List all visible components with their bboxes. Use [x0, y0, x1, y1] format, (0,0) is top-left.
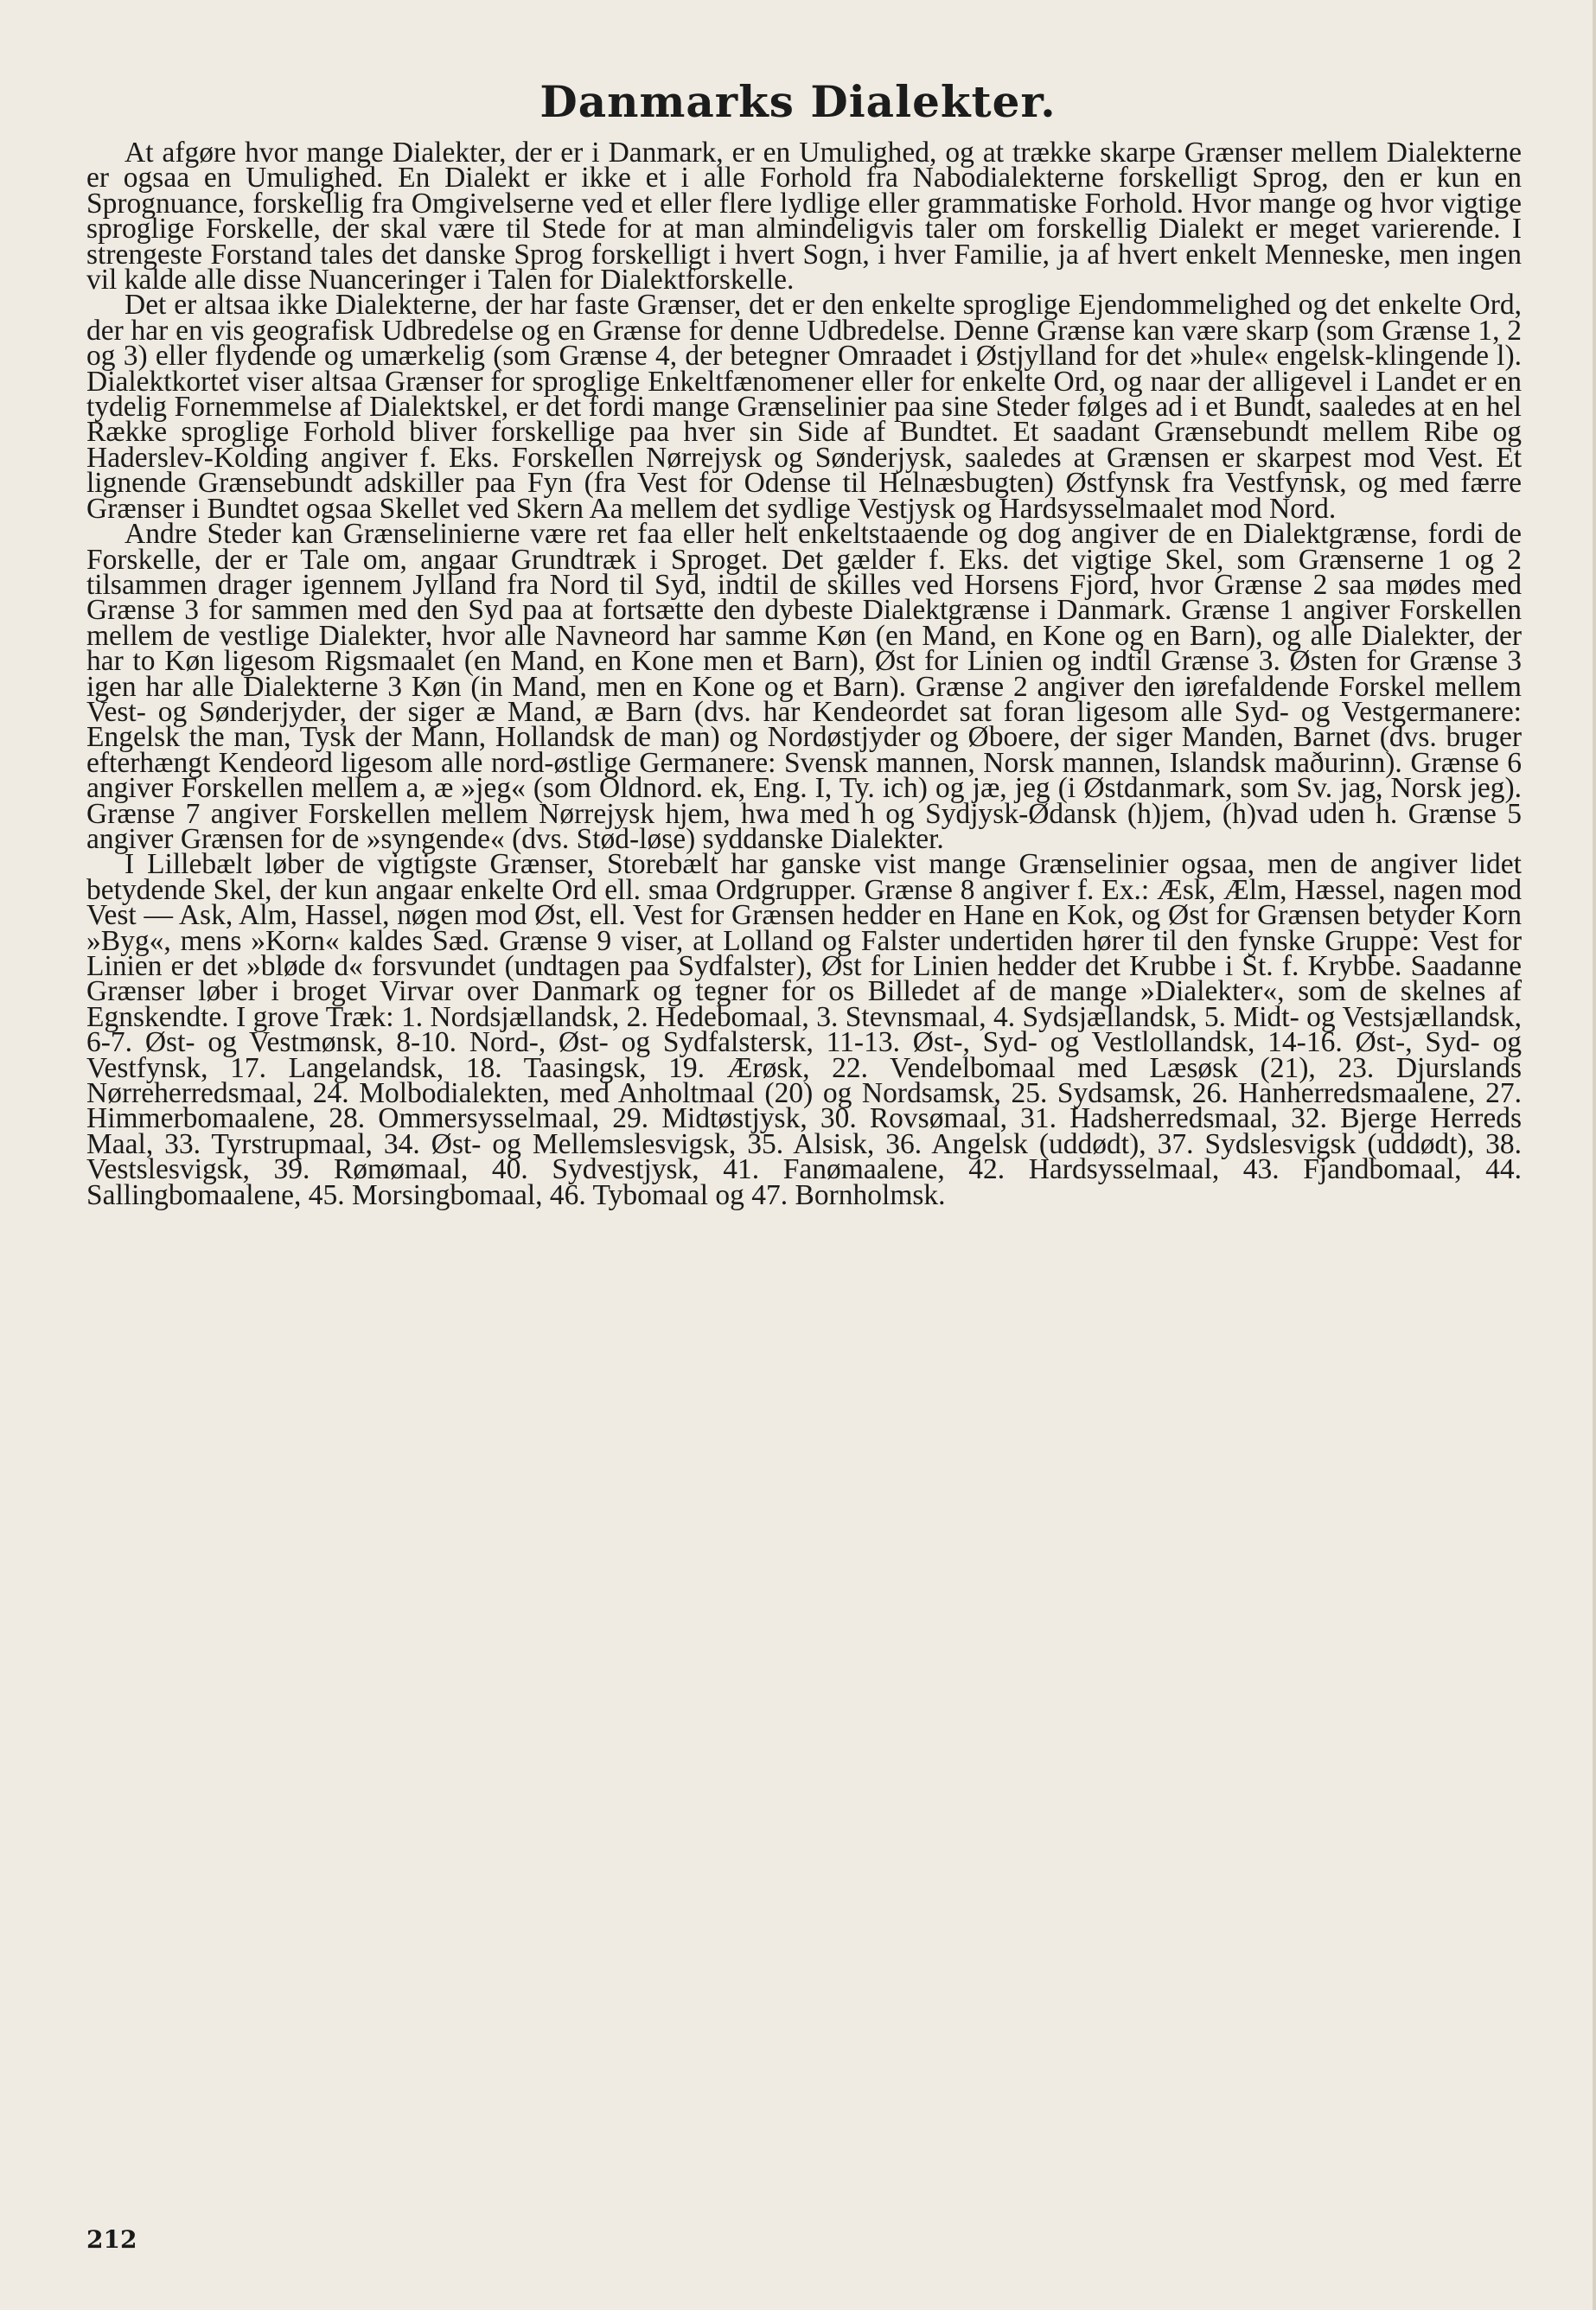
paragraph-2: Det er altsaa ikke Dialekterne, der har faste Grænser, det er den enkelte sproglige Ejendommelighed og det enkelte Ord, der har en vis geografisk Udbredelse og en Grænse for denne Udbredelse. Denne Grænse kan være skarp (som Grænse 1, 2 og 3) eller flydende og umærkelig (som Grænse 4, der betegner Omraadet i Østjylland for det »hule« engelsk-klingende l). Dialektkortet viser altsaa Grænser for sproglige Enkeltfænomener eller for enkelte Ord, og naar der alligevel i Landet er en tydelig Fornemmelse af Dialektskel, er det fordi mange Grænselinier paa sine Steder følges ad i et Bundt, saaledes at en hel Række sproglige Forhold bliver forskellige paa hver sin Side af Bundtet. Et saadant Grænsebundt mellem Ribe og Haderslev-Kolding angiver f. Eks. Forskellen Nørrejysk og Sønderjysk, saaledes at Grænsen er skarpest mod Vest. Et lignende Grænsebundt adskiller paa Fyn (fra Vest for Odense til Helnæsbugten) Østfynsk fra Vestfynsk, og med færre Grænser i Bundtet ogsaa Skellet ved Skern Aa mellem det sydlige Vestjysk og Hardsysselmaalet mod Nord. [86, 289, 1522, 525]
body-text [86, 137, 1522, 1211]
paragraph-3: Andre Steder kan Grænselinierne være ret faa eller helt enkeltstaaende og dog angiver de en Dialektgrænse, fordi de Forskelle, der er Tale om, angaar Grundtræk i Sproget. Det gælder f. Eks. det vigtige Skel, som Grænserne 1 og 2 tilsammen drager igennem Jylland fra Nord til Syd, indtil de skilles ved Horsens Fjord, hvor Grænse 2 saa mødes med Grænse 3 for sammen med den Syd paa at fortsætte den dybeste Dialektgrænse i Danmark. Grænse 1 angiver Forskellen mellem de vestlige Dialekter, hvor alle Navneord har samme Køn (en Mand, en Kone og en Barn), og alle Dialekter, der har to Køn ligesom Rigsmaalet (en Mand, en Kone men et Barn), Øst for Linien og indtil Grænse 3. Østen for Grænse 3 igen har alle Dialekterne 3 Køn (in Mand, men en Kone og et Barn). Grænse 2 angiver den iørefaldende Forskel mellem Vest- og Sønderjyder, der siger æ Mand, æ Barn (dvs. har Kendeordet sat foran ligesom alle Syd- og Vestgermanere: Engelsk the man, Tysk der Mann, Hollandsk de man) og Nordøstjyder og Øboere, der siger Manden, Barnet (dvs. bruger efterhængt Kendeord ligesom alle nord-østlige Germanere: Svensk mannen, Norsk mannen, Islandsk maðurinn). Grænse 6 angiver Forskellen mellem a, æ »jeg« (som Oldnord. ek, Eng. I, Ty. ich) og jæ, jeg (i Østdanmark, som Sv. jag, Norsk jeg). Grænse 7 angiver Forskellen mellem Nørrejysk hjem, hwa med h og Sydjysk-Ødansk (h)jem, (h)vad uden h. Grænse 5 angiver Grænsen for de »syngende« (dvs. Stød-løse) syddanske Dialekter. [86, 518, 1522, 855]
paragraph-4: I Lillebælt løber de vigtigste Grænser, Storebælt har ganske vist mange Grænselinier ogsaa, men de angiver lidet betydende Skel, der kun angaar enkelte Ord ell. smaa Ordgrupper. Grænse 8 angiver f. Ex.: Æsk, Ælm, Hæssel, nagen mod Vest — Ask, Alm, Hassel, nøgen mod Øst, ell. Vest for Grænsen hedder en Hane en Kok, og Øst for Grænsen betyder Korn »Byg«, mens »Korn« kaldes Sæd. Grænse 9 viser, at Lolland og Falster undertiden hører til den fynske Gruppe: Vest for Linien er det »bløde d« forsvundet (undtagen paa Sydfalster), Øst for Linien hedder det Krubbe i St. f. Krybbe. Saadanne Grænser løber i broget Virvar over Danmark og tegner for os Billedet af de mange »Dialekter«, som de skelnes af Egnskendte. I grove Træk: 1. Nordsjællandsk, 2. Hedebomaal, 3. Stevnsmaal, 4. Sydsjællandsk, 5. Midt- og Vestsjællandsk, 6-7. Øst- og Vestmønsk, 8-10. Nord-, Øst- og Sydfalstersk, 11-13. Øst-, Syd- og Vestlollandsk, 14-16. Øst-, Syd- og Vestfynsk, 17. Langelandsk, 18. Taasingsk, 19. Ærøsk, 22. Vendelbomaal med Læsøsk (21), 23. Djurslands Nørreherredsmaal, 24. Molbodialekten, med Anholtmaal (20) og Nordsamsk, 25. Sydsamsk, 26. Hanherredsmaalene, 27. Himmerbomaalene, 28. Ommersysselmaal, 29. Midtøstjysk, 30. Rovsømaal, 31. Hadsherredsmaal, 32. Bjerge Herreds Maal, 33. Tyrstrupmaal, 34. Øst- og Mellemslesvigsk, 35. Alsisk, 36. Angelsk (uddødt), 37. Sydslesvigsk (uddødt), 38. Vestslesvigsk, 39. Rømømaal, 40. Sydvestjysk, 41. Fanømaalene, 42. Hardsysselmaal, 43. Fjandbomaal, 44. Sallingbomaalene, 45. Morsingbomaal, 46. Tybomaal og 47. Bornholmsk. [86, 848, 1522, 1211]
page-title: Danmarks Dialekter. [539, 76, 1057, 127]
scan-edge [1593, 0, 1596, 2310]
paragraph-1: At afgøre hvor mange Dialekter, der er i Danmark, er en Umulighed, og at trække skarpe Grænser mellem Dialekterne er ogsaa en Umulighed. En Dialekt er ikke et i alle Forhold fra Nabodialekterne forskelligt Sprog, den er kun en Sprognuance, forskellig fra Omgivelserne ved et eller flere lydlige eller grammatiske Forhold. Hvor mange og hvor vigtige sproglige Forskelle, der skal være til Stede for at man almindeligvis taler om forskellig Dialekt er meget varierende. I strengeste Forstand tales det danske Sprog forskelligt i hvert Sogn, i hver Familie, ja af hvert enkelt Menneske, men ingen vil kalde alle disse Nuanceringer i Talen for Dialektforskelle. [86, 137, 1522, 297]
page-number: 212 [86, 2225, 137, 2254]
